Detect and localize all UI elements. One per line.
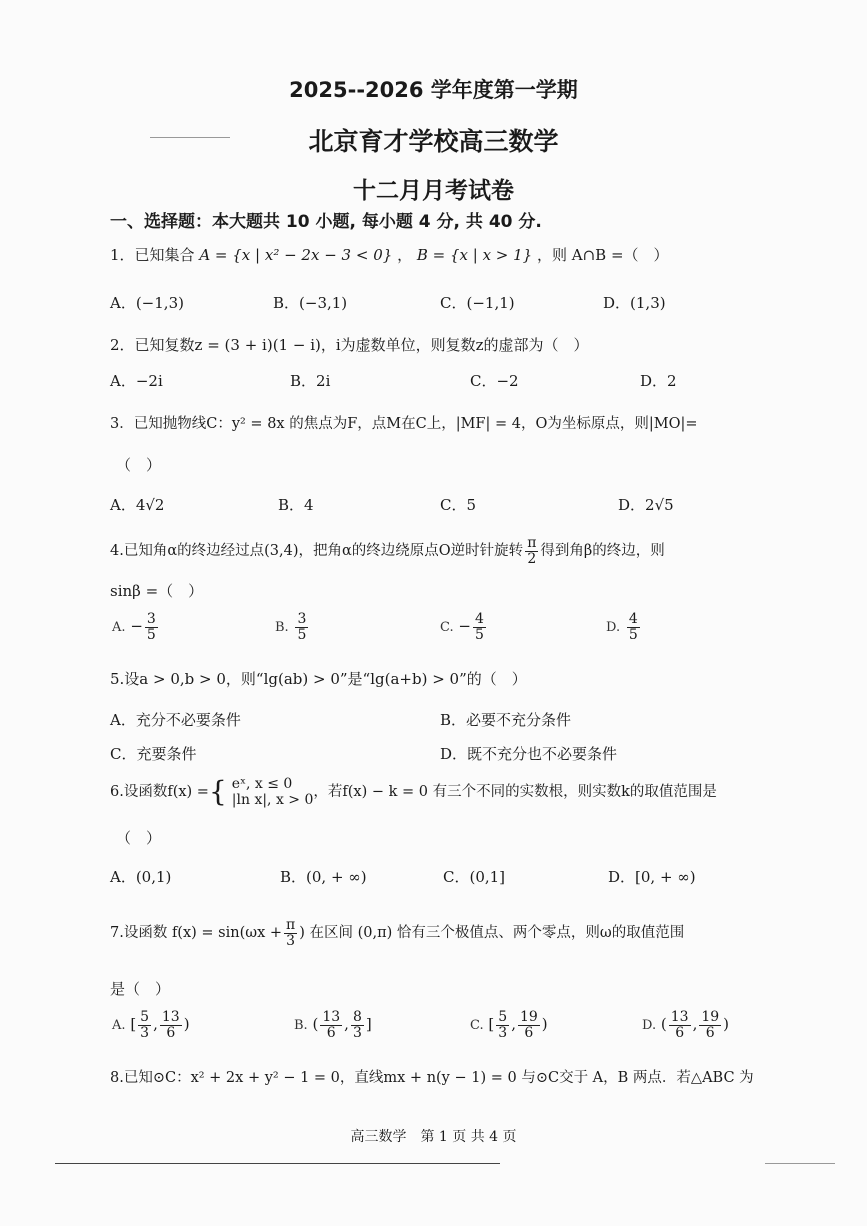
q4-c-num: 4 [474,611,484,627]
q4-a-sign: − [130,617,143,636]
q3-option-b: B．4 [278,496,314,514]
q7-option-a: A. [ $\frac{5}{3}$ , $\frac{13}{6}$ ) [112,1009,190,1041]
q7-frac-den: 3 [286,932,296,949]
q7-a-n1: 5 [140,1009,150,1025]
q1-sep: ， [397,246,413,264]
q6-piece-2: |ln x|, x > 0 [231,792,314,809]
q7-b-n2: 8 [352,1009,362,1025]
q6-option-d: D．[0, + ∞) [608,868,696,886]
q7-option-d: D. ( $\frac{13}{6}$ , $\frac{19}{6}$ ) [642,1009,730,1041]
q7-c-label: C. [470,1018,484,1034]
q4-frac-den: 2 [527,550,537,567]
footer-rule [55,1163,500,1164]
q7-stem-b: ) 在区间 (0,π) 恰有三个极值点、两个零点，则ω的取值范围 [299,925,685,942]
q3-option-c: C．5 [440,496,477,514]
q7-c-d1: 3 [498,1024,508,1041]
q4-a-label: A. [112,620,126,636]
q7-b-d2: 3 [352,1024,362,1041]
q7-d-n2: 19 [701,1009,720,1025]
q4-b-num: 3 [297,611,307,627]
q7-d-label: D. [642,1018,657,1034]
q6-option-b: B．(0, + ∞) [280,868,367,886]
q2-option-b: B．2i [290,372,331,390]
q7-a-close: ) [183,1015,190,1034]
question-8: 8.已知⊙C：x² + 2x + y² − 1 = 0，直线mx + n(y − 1) = 0 与⊙C交于 A，B 两点．若△ABC 为 [110,1070,754,1086]
q1-option-a: A．(−1,3) [110,294,184,312]
q5-option-d: D．既不充分也不必要条件 [440,745,618,763]
q4-b-label: B. [275,620,289,636]
q3-continuation: （ ） [116,456,162,474]
q4-d-den: 5 [628,626,638,643]
q4-d-label: D. [606,620,621,636]
q7-c-open: [ [488,1015,495,1034]
q7-option-c: C. [ $\frac{5}{3}$ , $\frac{19}{6}$ ) [470,1009,548,1041]
q7-a-open: [ [130,1015,137,1034]
question-7 [110,918,684,948]
q7-b-open: ( [312,1015,319,1034]
brace-symbol: { [208,775,227,809]
q7-stem-a: 7.设函数 f(x) = sin(ωx + [110,925,283,942]
q4-continuation: sinβ =（ ） [110,582,204,600]
q6-continuation: （ ） [116,829,162,847]
q6-piece-1: eˣ, x ≤ 0 [231,776,293,792]
q7-b-label: B. [294,1018,308,1034]
section-title: 一、选择题：本大题共 10 小题, 每小题 4 分, 共 40 分. [110,212,542,232]
q4-fraction [525,536,538,566]
q5-option-a: A．充分不必要条件 [110,711,241,729]
q4-stem-b: 得到角β的终边，则 [540,543,665,560]
q7-d-close: ) [723,1015,730,1034]
question-2: 2．已知复数z = (3 + i)(1 − i)，i为虚数单位，则复数z的虚部为（ ） [110,336,589,354]
q7-d-n1: 13 [670,1009,689,1025]
footer-rule-right [765,1163,835,1164]
q1-stem-a: 1．已知集合 [110,246,195,264]
q7-d-d1: 6 [675,1024,685,1041]
page-footer: 高三数学 第 1 页 共 4 页 [350,1129,517,1145]
q4-option-a [112,612,160,642]
q1-option-b: B．(−3,1) [273,294,348,312]
q7-b-close: ] [365,1015,372,1034]
q4-a-den: 5 [146,626,156,643]
q7-c-close: ) [541,1015,548,1034]
q7-d-d2: 6 [705,1024,715,1041]
q7-b-d1: 6 [326,1024,336,1041]
q1-stem-b: ，则 A∩B =（ ） [537,246,669,264]
q3-option-d: D．2√5 [618,496,674,514]
question-3: 3．已知抛物线C：y² = 8x 的焦点为F，点M在C上，|MF| = 4，O为坐标原点，则|MO|= [110,416,698,432]
q7-option-b: B. ( $\frac{13}{6}$ , $\frac{8}{3}$ ] [294,1009,372,1041]
q7-c-n1: 5 [498,1009,508,1025]
q4-d-num: 4 [628,611,638,627]
q4-c-den: 5 [474,626,484,643]
q1-option-c: C．(−1,1) [440,294,515,312]
q4-c-label: C. [440,620,454,636]
q7-fraction [284,918,297,948]
q6-stem-b: ，若f(x) − k = 0 有三个不同的实数根，则实数k的取值范围是 [313,784,717,801]
q2-option-a: A．−2i [110,372,163,390]
question-4 [110,536,665,566]
q7-c-d2: 6 [524,1024,534,1041]
q4-frac-num: π [527,535,537,551]
q2-option-d: D．2 [640,372,677,390]
q7-d-open: ( [660,1015,667,1034]
q3-option-a: A．4√2 [110,496,165,514]
question-6 [110,776,717,808]
q7-a-d1: 3 [140,1024,150,1041]
q4-a-num: 3 [146,611,156,627]
question-5: 5.设a > 0,b > 0，则“lg(ab) > 0”是“lg(a+b) > 0”的（ ） [110,670,527,688]
q5-option-b: B．必要不充分条件 [440,711,572,729]
q7-a-label: A. [112,1018,126,1034]
q4-option-d [606,612,642,642]
q7-frac-num: π [286,917,296,933]
q4-stem-a: 4.已知角α的终边经过点(3,4)，把角α的终边绕原点O逆时针旋转 [110,543,524,560]
q6-piecewise [228,776,314,808]
q7-c-n2: 19 [519,1009,538,1025]
q4-c-sign: − [458,617,471,636]
q4-option-b [275,612,310,642]
q4-b-den: 5 [297,626,307,643]
q4-option-c [440,612,488,642]
q5-option-c: C．充要条件 [110,745,197,763]
q7-b-n1: 13 [322,1009,341,1025]
q1-set-a: A = {x | x² − 2x − 3 < 0} [199,246,393,264]
q6-option-c: C．(0,1] [443,868,506,886]
q7-a-d2: 6 [166,1024,176,1041]
q7-a-n2: 13 [161,1009,180,1025]
q1-option-d: D．(1,3) [603,294,666,312]
q2-option-c: C．−2 [470,372,519,390]
year-heading: 2025--2026 学年度第一学期 [289,78,578,102]
q6-stem-a: 6.设函数f(x) = [110,784,209,801]
q1-set-b: B = {x | x > 1} [416,246,533,264]
exam-title: 十二月月考试卷 [353,178,514,204]
question-1 [110,244,669,265]
q6-option-a: A．(0,1) [110,868,172,886]
school-heading: 北京育才学校高三数学 [308,127,559,156]
q7-continuation: 是（ ） [110,980,171,998]
